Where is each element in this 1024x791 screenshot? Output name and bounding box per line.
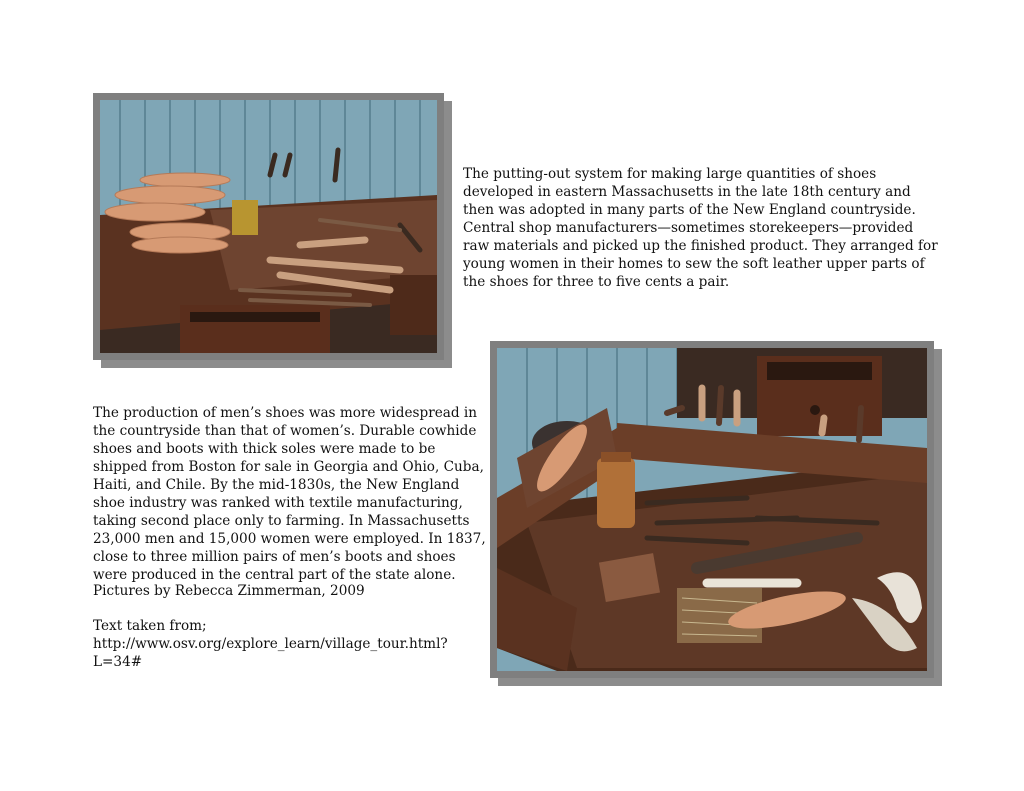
- photo-shoemaker-bench: [100, 100, 437, 353]
- paragraph-putting-out-system: The putting-out system for making large quantities of shoes developed in eastern Massachusetts in the late 18th century and then was adopted in many parts of the New England countryside. Central shop manufacturers—sometimes storekeepers—provided raw materials and picked up the finished product. They arranged for young women in their homes to sew the soft leather upper parts of the shoes for three to five cents a pair.: [463, 166, 938, 290]
- photo-credit: Pictures by Rebecca Zimmerman, 2009: [93, 583, 365, 599]
- source-label: Text taken from;: [93, 618, 207, 634]
- source-citation: [93, 617, 488, 671]
- source-url: http://www.osv.org/explore_learn/village_tour.html?L=34#: [93, 636, 448, 670]
- paragraph-mens-shoes: The production of men’s shoes was more widespread in the countryside than that of women’s. Durable cowhide shoes and boots with thick soles were made to be shipped from Boston for sale in Georgia and Ohio, Cuba, Haiti, and Chile. By the mid-1830s, the New England shoe industry was ranked with textile manufacturing, taking second place only to farming. In Massachusetts 23,000 men and 15,000 women were employed. In 1837, close to three million pairs of men’s boots and shoes were produced in the central part of the state alone.: [93, 405, 486, 583]
- photo-shoemaker-tools-box: [497, 348, 927, 671]
